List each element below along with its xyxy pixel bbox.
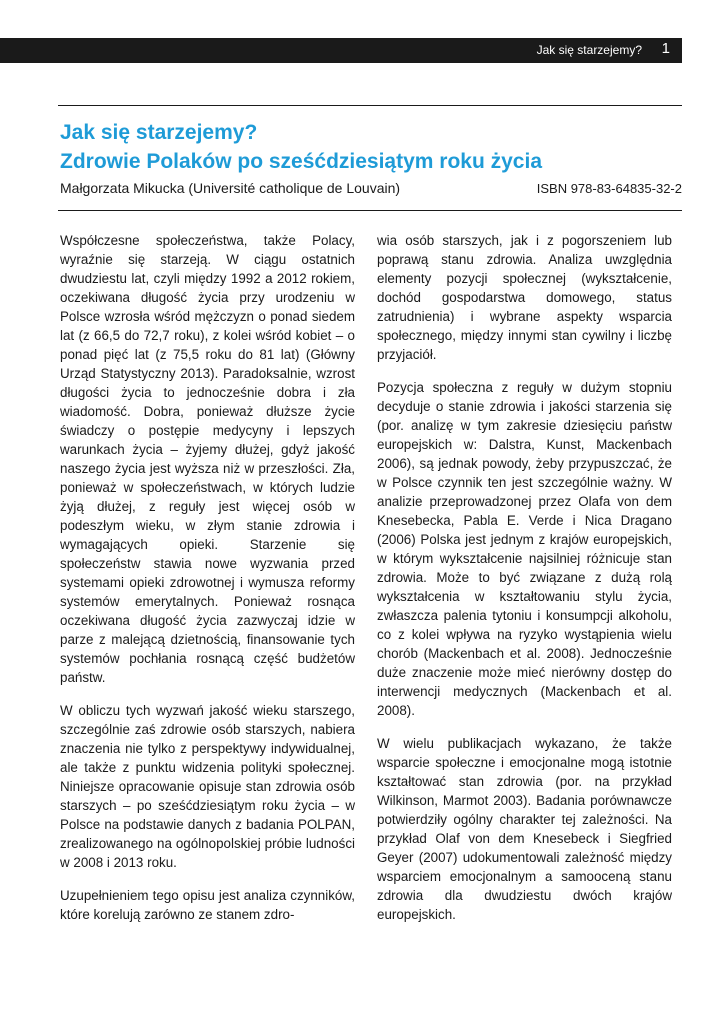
paragraph: Uzupełnieniem tego opisu jest analiza czynników, które korelują zarówno ze stanem zdro- bbox=[60, 888, 355, 922]
title-line-2: Zdrowie Polaków po sześćdziesiątym roku życia bbox=[60, 150, 542, 173]
paragraph: Pozycja społeczna z reguły w dużym stopniu decyduje o stanie zdrowia i jakości starzenia się (por. analizę w tym zakresie dziesięciu państw europejskich w: Dalstra, Kunst, Mackenbach 2006), są jednak powody, żeby przypuszczać, że w Polsce czynnik ten jest szczególnie ważny. W analizie przeprowadzonej przez Olafa von dem Knesebecka, Pabla E. Verde i Nica Dragano (2006) Polska jest jednym z krajów europejskich, w którym wykształcenie najsilniej różnicuje stan zdrowia. Może to być związane z dużą rolą wykształcenia w kształtowaniu stylu życia, zwłaszcza palenia tytoniu i konsumpcji alkoholu, co z kolei wpływa na ryzyko wystąpienia wielu chorób (Mackenbach et al. 2008). Jednocześnie duże znaczenie może mieć nierówny dostęp do interwencji medycznych (Mackenbach et al. 2008). bbox=[377, 380, 672, 718]
paragraph: Współczesne społeczeństwa, także Polacy, wyraźnie się starzeją. W ciągu ostatnich dwudziestu lat, czyli między 1992 a 2012 rokiem, oczekiwana długość życia przy urodzeniu w Polsce wzrosła wśród mężczyzn o ponad siedem lat (z 66,5 do 72,7 roku), z kolei wśród kobiet – o ponad pięć lat (z 75,5 roku do 81 lat) (Główny Urząd Statystyczny 2013). Paradoksalnie, wzrost długości życia to jednocześnie dobra i zła wiadomość. Dobra, ponieważ dłuższe życie świadczy o postępie medycyny i lepszych warunkach życia – żyjemy dłużej, gdyż jakość naszego życia jest wyższa niż w przeszłości. Zła, ponieważ w społeczeństwach, w których ludzie żyją dłużej, z reguły jest więcej osób w podeszłym wieku, w złym stanie zdrowia i wymagających opieki. Starzenie się społeczeństw stawia nowe wyzwania przed systemami opieki zdrowotnej i wymusza reformy systemów emerytalnych. Ponieważ rosnąca oczekiwana długość życia zazwyczaj idzie w parze z malejącą dzietnością, finansowanie tych systemów pochłania rosnącą część budżetów państw. bbox=[60, 233, 355, 685]
author-affiliation: Małgorzata Mikucka (Université catholique de Louvain) bbox=[60, 180, 401, 196]
paragraph: W obliczu tych wyzwań jakość wieku starszego, szczególnie zaś zdrowie osób starszych, nabiera znaczenia nie tylko z perspektywy indywidualnej, ale także z punktu widzenia polityki społecznej. Niniejsze opracowanie opisuje stan zdrowia osób starszych – po sześćdziesiątym roku życia – w Polsce na podstawie danych z badania POLPAN, zrealizowanego na ogólnopolskiej próbie ludności w 2008 i 2013 roku. bbox=[60, 703, 355, 870]
running-title: Jak się starzejemy? bbox=[536, 43, 642, 57]
top-divider bbox=[58, 105, 682, 106]
page-number: 1 bbox=[661, 40, 670, 57]
title-line-1: Jak się starzejemy? bbox=[60, 121, 258, 144]
paragraph: wia osób starszych, jak i z pogorszeniem lub poprawą stanu zdrowia. Analiza uwzględnia elementy pozycji społecznej (wykształcenie, dochód gospodarstwa domowego, status zatrudnienia) i wybrane aspekty wsparcia społecznego, między innymi stan cywilny i liczbę przyjaciół. bbox=[377, 233, 672, 362]
left-column bbox=[60, 231, 355, 938]
bottom-divider bbox=[58, 210, 682, 211]
paragraph: W wielu publikacjach wykazano, że także wsparcie społeczne i emocjonalne mogą istotnie kształtować stan zdrowia (por. na przykład Wilkinson, Marmot 2003). Badania porównawcze potwierdziły ogólny charakter tej zależności. Na przykład Olaf von dem Knesebeck i Siegfried Geyer (2007) udokumentowali zależność między wsparciem emocjonalnym a samooceną stanu zdrowia dla dwudziestu dwóch krajów europejskich. bbox=[377, 736, 672, 922]
isbn: ISBN 978-83-64835-32-2 bbox=[536, 181, 682, 196]
page-title bbox=[60, 118, 680, 176]
running-header bbox=[0, 38, 682, 63]
right-column bbox=[377, 231, 672, 938]
